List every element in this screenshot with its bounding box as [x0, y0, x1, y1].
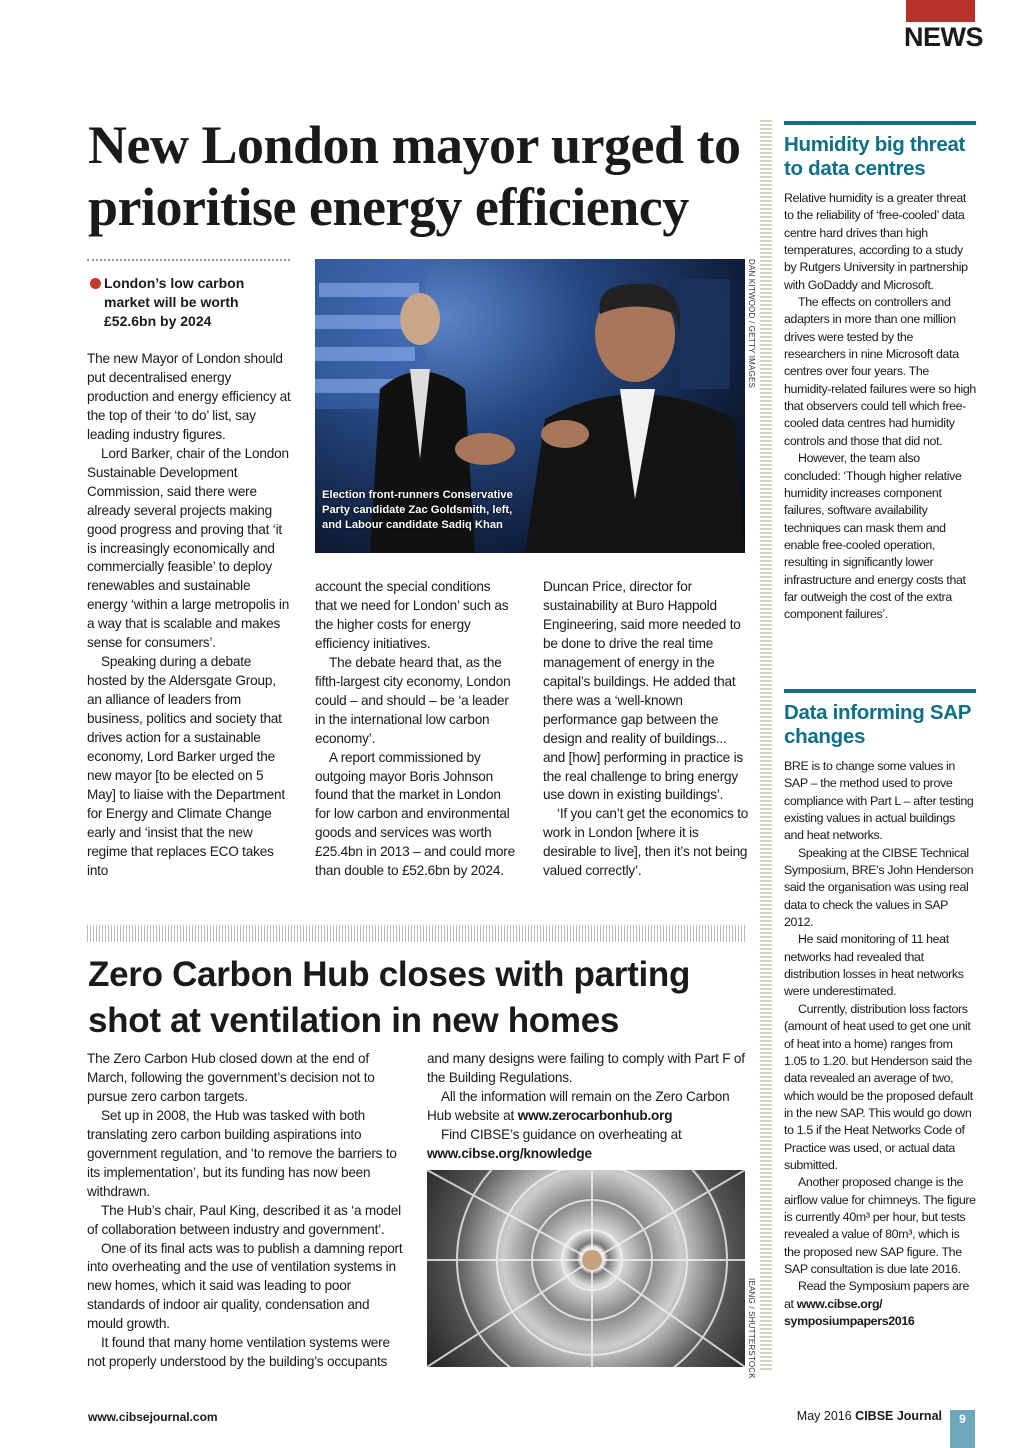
paragraph: The debate heard that, as the fifth-largest city economy, London could – and should – be ‘a leader in the international low carbon economy’.	[315, 654, 511, 746]
footer-journal: CIBSE Journal	[855, 1409, 942, 1423]
paragraph-text: Find CIBSE’s guidance on overheating at	[441, 1126, 682, 1142]
paragraph: He said monitoring of 11 heat networks had revealed that distribution losses in heat networks were underestimated.	[784, 932, 964, 999]
link[interactable]: www.cibse.org/ symposiumpapers2016	[784, 1296, 915, 1328]
footer-url[interactable]: www.cibsejournal.com	[88, 1410, 218, 1424]
paragraph	[427, 1126, 745, 1164]
paragraph: It found that many home ventilation systems were not properly understood by the building’s occupants	[87, 1335, 390, 1370]
paragraph: The new Mayor of London should put decentralised energy production and energy efficiency at the top of their ‘to do’ list, say leading industry figures.	[87, 351, 291, 442]
paragraph: The effects on controllers and adapters in more than one million drives were tested by the researchers in nine Microsoft data centres over four years. The humidity-related failures were so high that observers could tell which free-cooled data centres had humidity controls and those that did not.	[784, 295, 976, 448]
sidebar-rule	[784, 121, 976, 125]
paragraph: A report commissioned by outgoing mayor Boris Johnson found that the market in London for low carbon and environmental goods and services was worth £25.4bn in 2013 – and could more than double to £52.6bn by 2024.	[315, 749, 515, 879]
sidebar-body	[784, 758, 976, 1330]
article-separator	[87, 925, 747, 942]
page-number: 9	[950, 1410, 975, 1448]
sidebar-title: Humidity big threat to data centres	[784, 133, 966, 180]
sidebar-rule	[784, 689, 976, 693]
standfirst-text: London’s low carbon market will be worth £52.6bn by 2024	[104, 275, 245, 329]
paragraph: ‘If you can’t get the economics to work in London [where it is desirable to live], then it’s not being valued correctly’.	[543, 806, 749, 879]
photo-credit: IEANG / SHUTTERSTOCK	[747, 1278, 756, 1379]
paragraph: The Zero Carbon Hub closed down at the end of March, following the government’s decision not to pursue zero carbon targets.	[87, 1051, 375, 1104]
paragraph: Currently, distribution loss factors (amount of heat used to get one unit of heat into a home) ranges from 1.05 to 1.20. but Henderson said the data revealed an average of two, which would be the proposed default in the new SAP. This would go down to 1.5 if the Heat Networks Code of Practice was used, or actual data submitted.	[784, 1001, 973, 1172]
ventilation-fan-photo	[427, 1170, 745, 1367]
sidebar-title: Data informing SAP changes	[784, 701, 971, 748]
photo-caption: Election front-runners Conservative Party candidate Zac Goldsmith, left, and Labour candidate Sadiq Khan	[322, 489, 513, 531]
bullet-icon	[90, 278, 101, 289]
article2-column-2	[427, 1050, 745, 1164]
paragraph	[784, 1278, 976, 1330]
paragraph	[427, 1088, 745, 1126]
decorative-strip	[760, 120, 772, 1370]
section-label: NEWS	[904, 22, 983, 52]
paragraph: Set up in 2008, the Hub was tasked with both translating zero carbon building aspirations into government regulation, and ‘to remove the barriers to its implementation’, but its funding has now been withdrawn.	[87, 1107, 397, 1199]
paragraph: The Hub’s chair, Paul King, described it as ‘a model of collaboration between industry and government’.	[87, 1202, 401, 1237]
paragraph-text: Read the Symposium papers are at	[784, 1279, 969, 1311]
article1-column-2	[315, 578, 515, 881]
link[interactable]: www.zerocarbonhub.org	[517, 1107, 673, 1123]
paragraph: Another proposed change is the airflow value for chimneys. The figure is currently 40m³ per hour, but tests revealed a value of 80m³, which is the proposed new SAP figure. The SAP consultation is due late 2016.	[784, 1175, 976, 1276]
paragraph: BRE is to change some values in SAP – the method used to prove compliance with Part L – after testing existing values in actual buildings and heat networks.	[784, 759, 974, 843]
paragraph: Relative humidity is a greater threat to the reliability of ‘free-cooled’ data centre hard drives than high temperatures, according to a study by Rutgers University in partnership with GoDaddy and Microsoft.	[784, 191, 968, 292]
footer-date: May 2016	[796, 1409, 852, 1423]
section-tab	[906, 0, 975, 22]
article1-headline: New London mayor urged to prioritise energy efficiency	[88, 115, 741, 237]
article1-standfirst	[88, 274, 288, 331]
paragraph: and many designs were failing to comply with Part F of the Building Regulations.	[427, 1051, 745, 1085]
sidebar-body	[784, 190, 976, 624]
paragraph: Speaking during a debate hosted by the Aldersgate Group, an alliance of leaders from business, politics and society that drives action for a sustainable economy, Lord Barker urged the new mayor [to be elected on 5 May] to liaise with the Department for Energy and Climate Change early and ‘insist that the new regime that replaces ECO takes into	[87, 654, 285, 878]
footer-issue	[770, 1409, 942, 1423]
sidebar-story-humidity	[784, 121, 976, 624]
paragraph: However, the team also concluded: ‘Though higher relative humidity increases component failures, software availability techniques can mask them and enable free-cooled operation, resulting in significantly lower infrastructure and energy costs that far outweigh the cost of the extra component failures’.	[784, 451, 966, 622]
link[interactable]: www.cibse.org/knowledge	[427, 1145, 592, 1161]
article2-headline: Zero Carbon Hub closes with parting shot at ventilation in new homes	[88, 955, 691, 1040]
article1-column-3	[543, 578, 749, 881]
paragraph: Lord Barker, chair of the London Sustainable Development Commission, said there were already several projects making good progress and proving that ‘it is increasingly economically and commercially feasible’ to deploy renewables and sustainable energy ‘within a large metropolis in a way that is scalable and makes sense for consumers’.	[87, 445, 290, 651]
paragraph: account the special conditions that we need for London’ such as the higher costs for energy efficiency initiatives.	[315, 579, 509, 651]
divider	[87, 259, 290, 261]
paragraph: One of its final acts was to publish a damning report into overheating and the use of ventilation systems in new homes, which it said was leading to poor standards of indoor air quality, condensation and mould growth.	[87, 1240, 403, 1332]
paragraph: Speaking at the CIBSE Technical Symposium, BRE’s John Henderson said the organisation was using real data to check the values in SAP 2012.	[784, 845, 974, 930]
sidebar-story-sap	[784, 689, 976, 1330]
fan-grille-illustration	[427, 1170, 745, 1367]
paragraph: Duncan Price, director for sustainability at Buro Happold Engineering, said more needed to be done to drive the real time management of energy in the capital’s buildings. He added that there was a ‘well-known performance gap between the design and reality of buildings... and [how] performing in practice is the real challenge to bring energy use down in existing buildings’.	[543, 579, 744, 803]
paragraph-text: All the information will remain on the Zero Carbon Hub website at	[427, 1088, 730, 1123]
article2-column-1	[87, 1050, 405, 1372]
photo-credit: DAN KITWOOD / GETTY IMAGES	[747, 259, 756, 389]
article1-column-1	[87, 350, 292, 881]
